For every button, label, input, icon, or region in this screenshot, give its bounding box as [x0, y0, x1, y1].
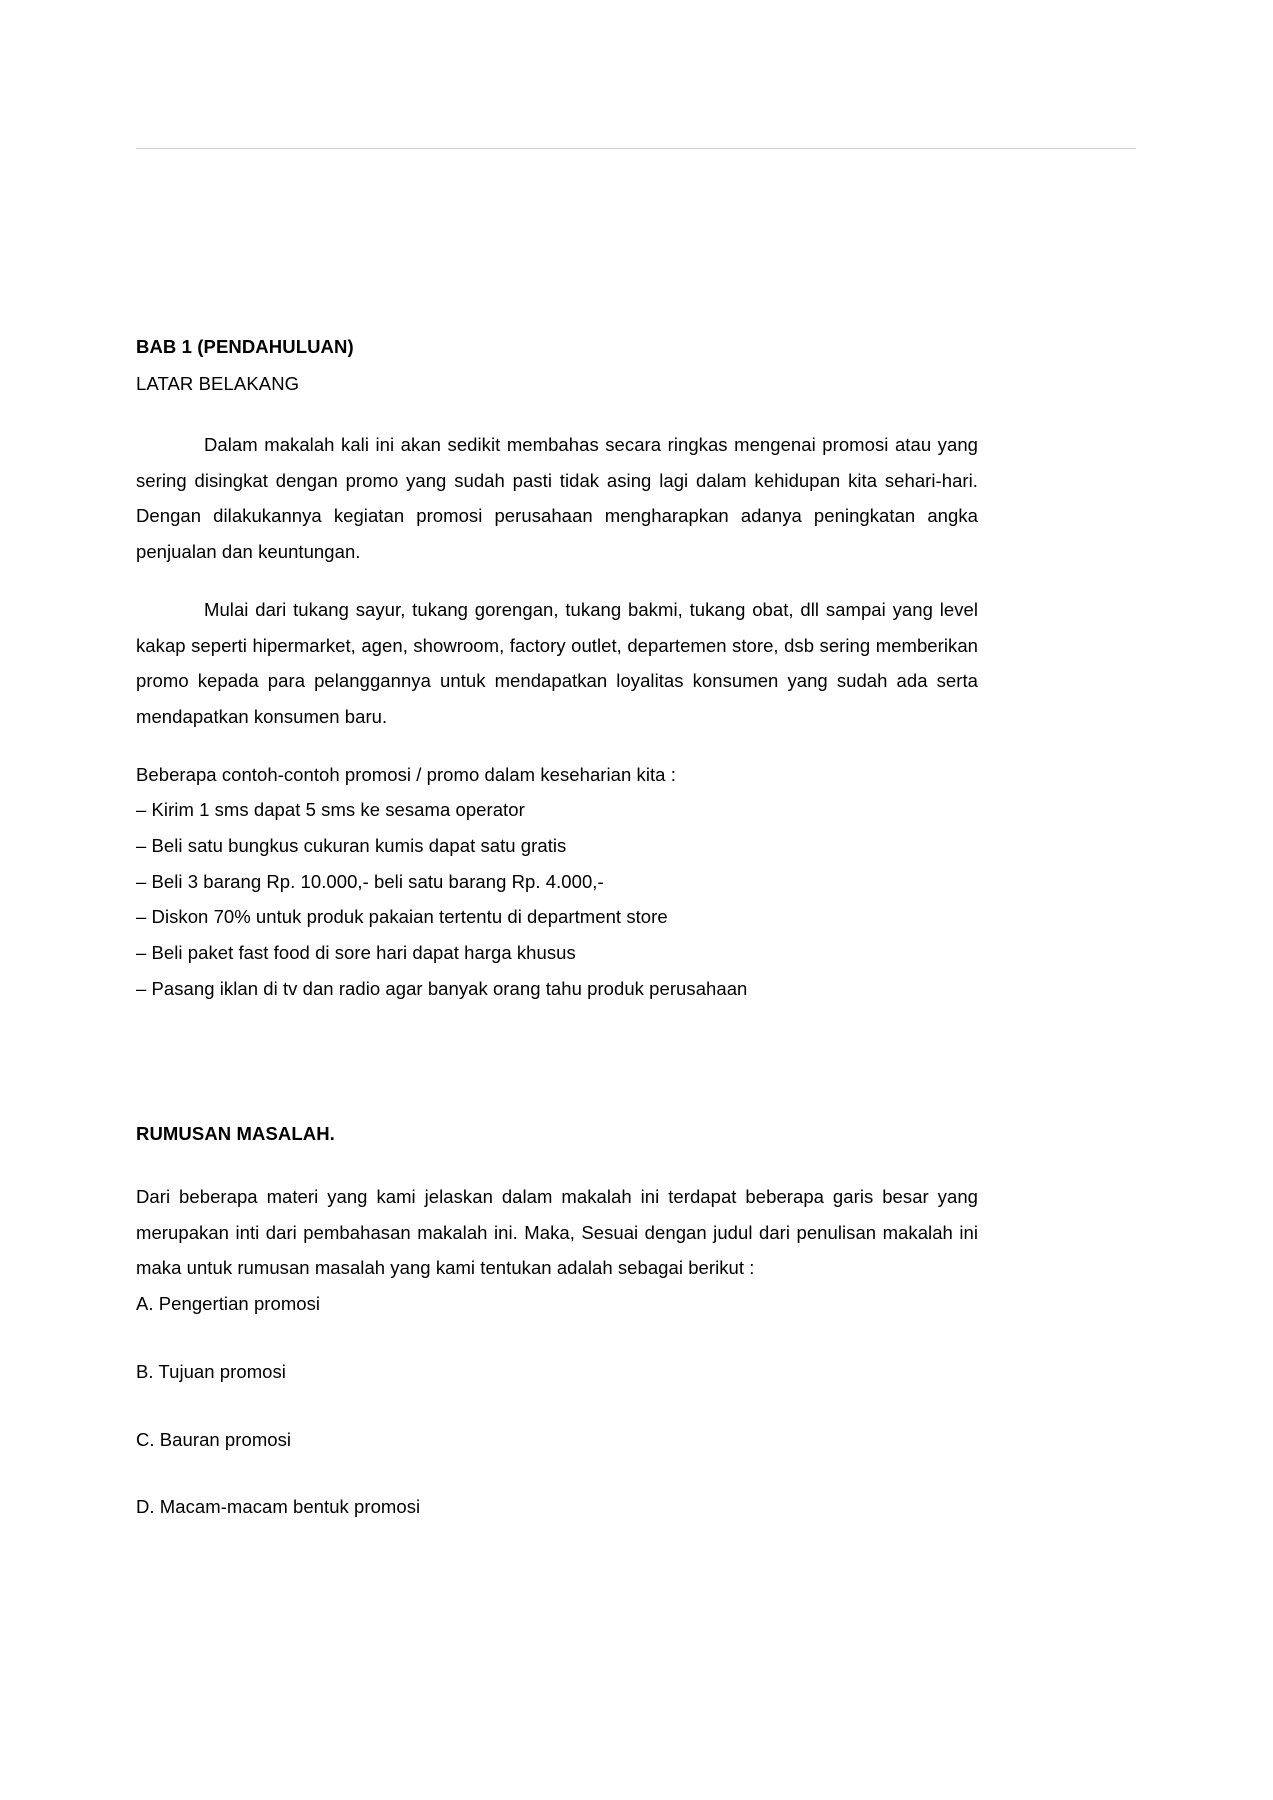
paragraph-latar-belakang-2: Mulai dari tukang sayur, tukang gorengan, tukang bakmi, tukang obat, dll sampai yang level kakap seperti hipermarket, agen, showroom, factory outlet, departemen store, dsb sering memberikan promo kepada para pelanggannya untuk mendapatkan loyalitas konsumen yang sudah ada serta mendapatkan konsumen baru.	[136, 598, 978, 727]
list-item: – Kirim 1 sms dapat 5 sms ke sesama operator	[136, 799, 525, 821]
paragraph-latar-belakang-1: Dalam makalah kali ini akan sedikit membahas secara ringkas mengenai promosi atau yang sering disingkat dengan promo yang sudah pasti tidak asing lagi dalam kehidupan kita sehari-hari. Dengan dilakukannya kegiatan promosi perusahaan mengharapkan adanya peningkatan angka penjualan dan keuntungan.	[136, 434, 978, 563]
section-heading-latar-belakang: LATAR BELAKANG	[136, 372, 300, 394]
list-item: – Beli paket fast food di sore hari dapat harga khusus	[136, 942, 576, 964]
page-title: BAB 1 (PENDAHULUAN)	[136, 336, 354, 357]
section-spacer	[136, 1007, 978, 1125]
list-item: – Beli satu bungkus cukuran kumis dapat satu gratis	[136, 835, 567, 857]
promo-examples-list	[136, 792, 978, 1006]
list-item: – Diskon 70% untuk produk pakaian tertentu di department store	[136, 906, 668, 928]
document-body	[136, 338, 978, 1557]
examples-lead-text: Beberapa contoh-contoh promosi / promo dalam keseharian kita :	[136, 763, 676, 785]
list-item: – Beli 3 barang Rp. 10.000,- beli satu barang Rp. 4.000,-	[136, 870, 604, 892]
rumusan-item-b: B. Tujuan promosi	[136, 1360, 286, 1382]
section-heading-rumusan-masalah: RUMUSAN MASALAH.	[136, 1122, 335, 1144]
rumusan-item-c: C. Bauran promosi	[136, 1428, 292, 1450]
rumusan-item-d: D. Macam-macam bentuk promosi	[136, 1496, 421, 1518]
list-item: – Pasang iklan di tv dan radio agar banyak orang tahu produk perusahaan	[136, 977, 748, 999]
header-divider-rule	[136, 148, 1136, 149]
paragraph-rumusan-masalah: Dari beberapa materi yang kami jelaskan dalam makalah ini terdapat beberapa garis besar yang merupakan inti dari pembahasan makalah ini. Maka, Sesuai dengan judul dari penulisan makalah ini maka untuk rumusan masalah yang kami tentukan adalah sebagai berikut :	[136, 1186, 978, 1279]
rumusan-item-a: A. Pengertian promosi	[136, 1293, 321, 1315]
